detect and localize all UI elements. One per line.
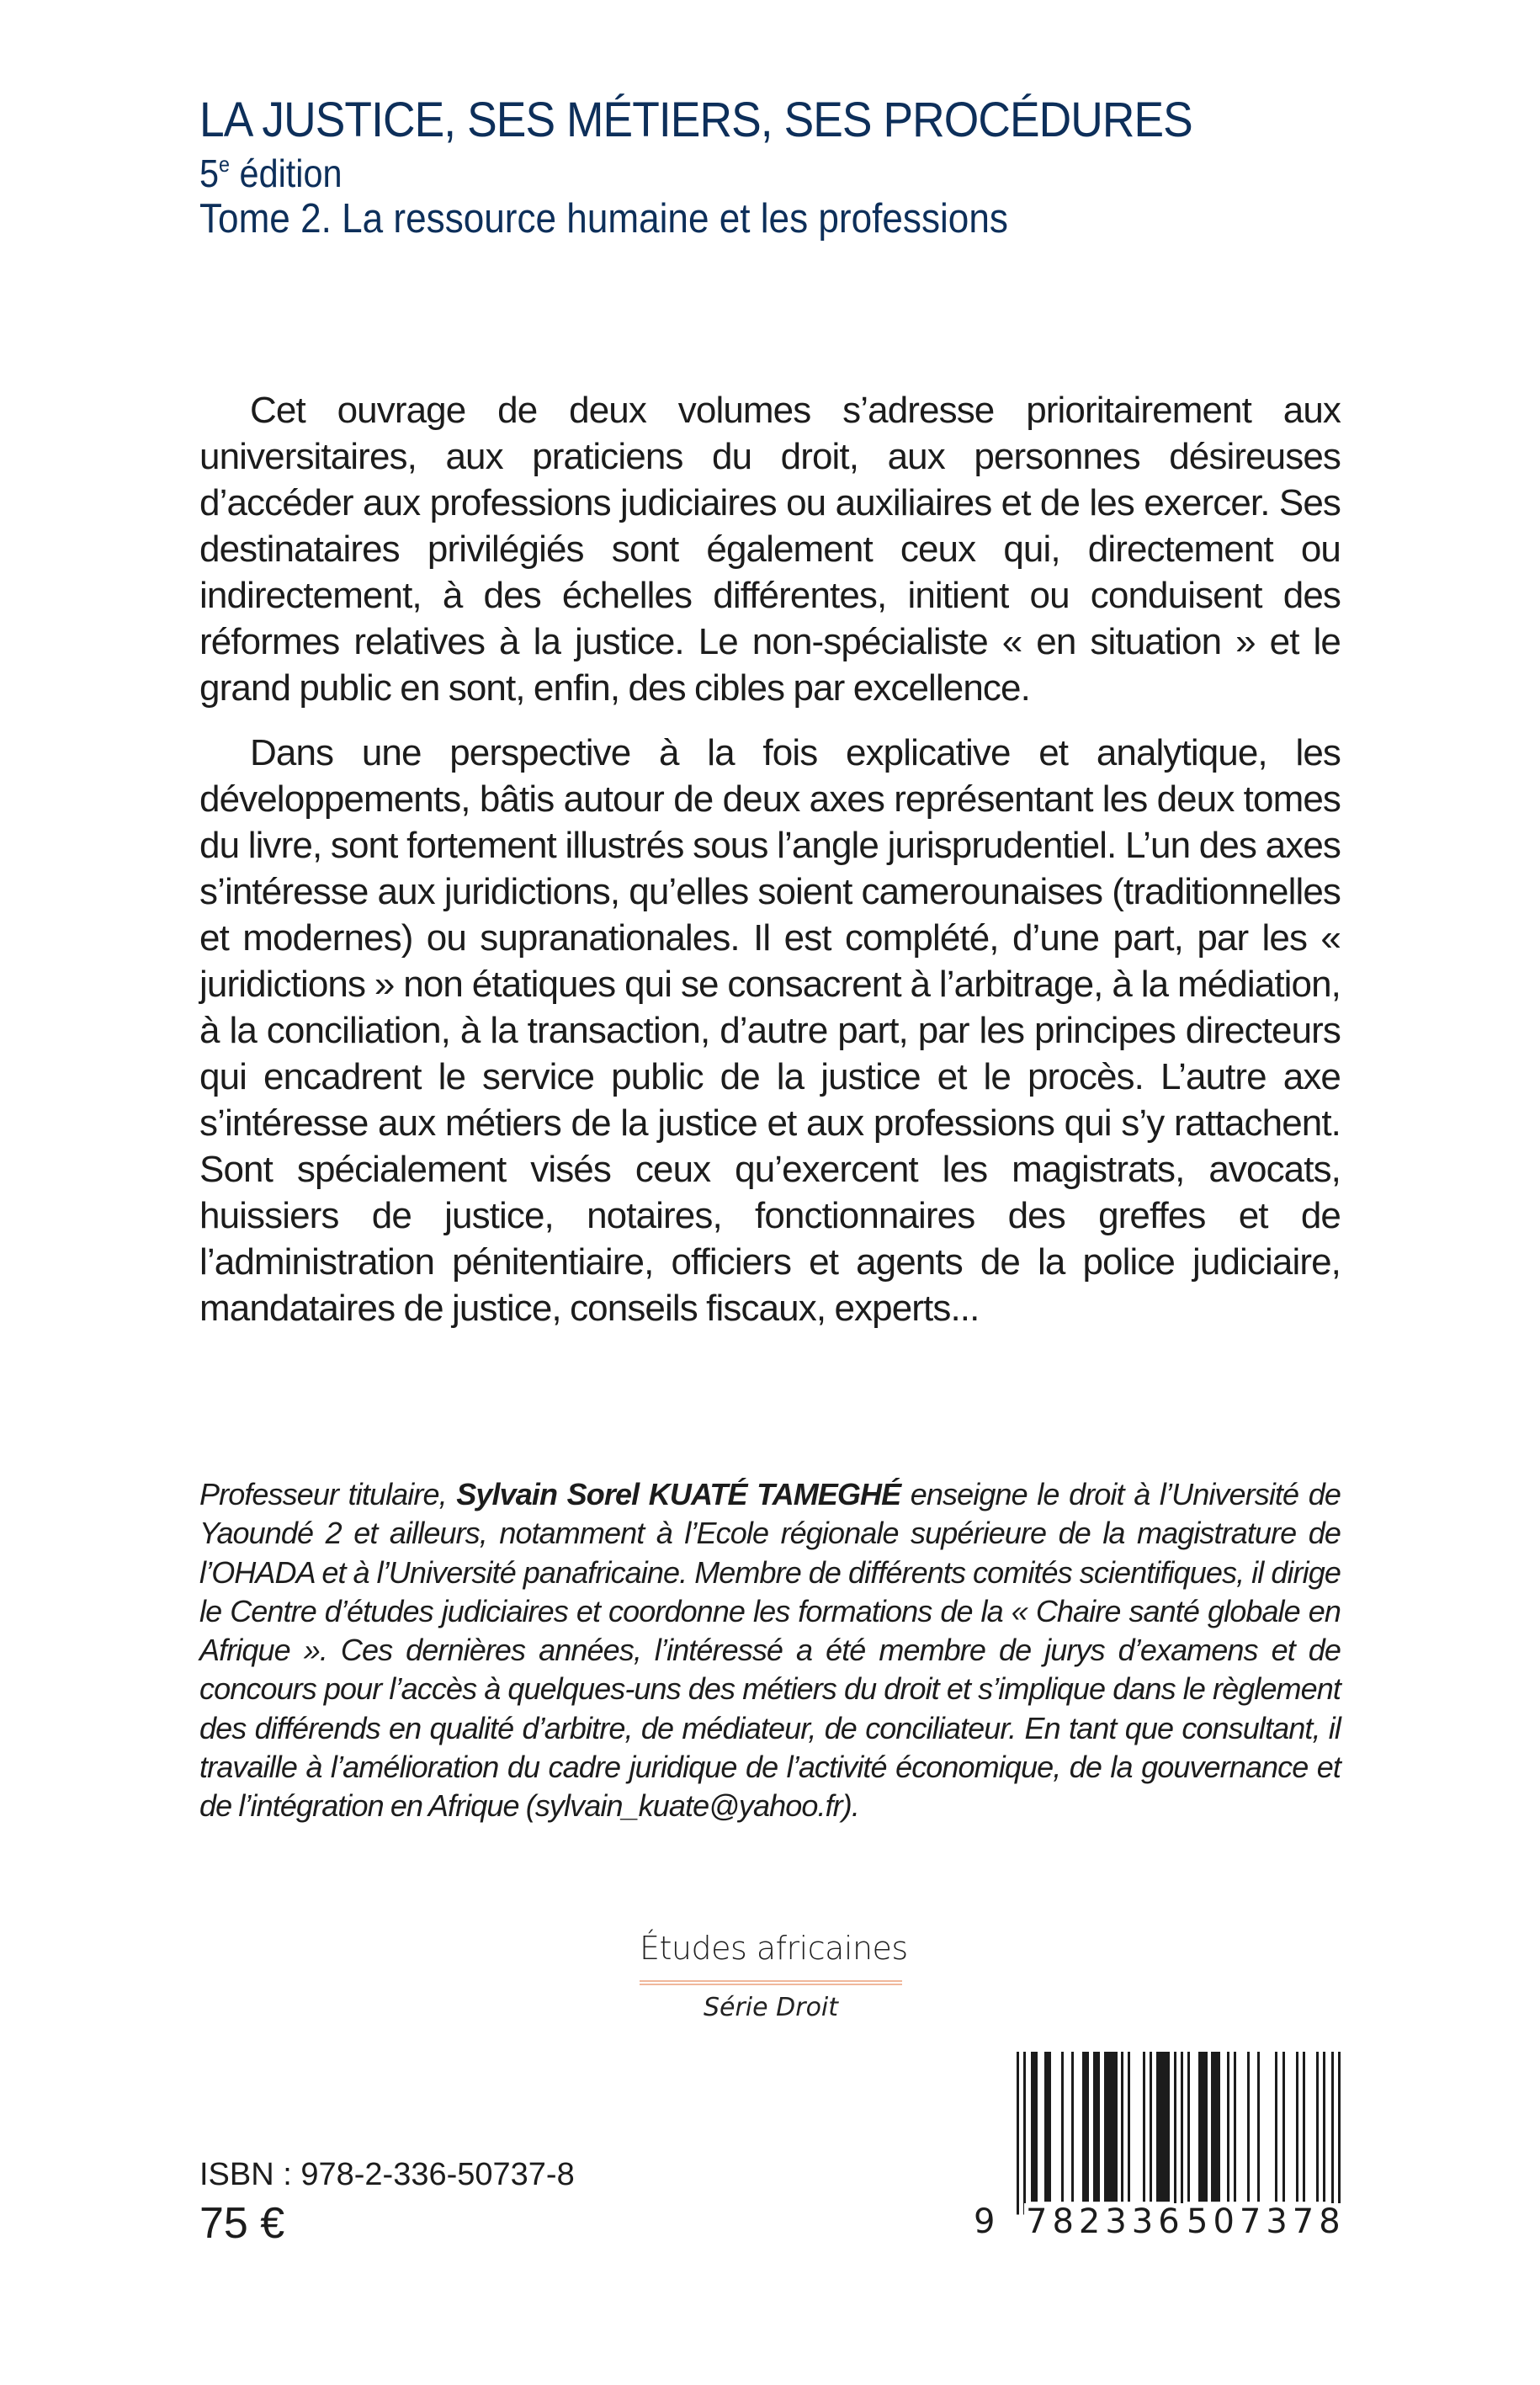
blurb-paragraph-2: Dans une perspective à la fois explicative et analytique, les développements, bâtis autour de deux axes représentant les deux tomes du livre, sont fortement illustrés sous l’angle jurisprudentiel. L’un des axes s’intéresse aux juridictions, qu’elles soient camerounaises (traditionnelles et modernes) ou supranationales. Il est complété, d’une part, par les « juridictions » non étatiques qui se consacrent à l’arbitrage, à la médiation, à la conciliation, à la transaction, d’autre part, par les principes directeurs qui encadrent le service public de la justice et le procès. L’autre axe s’intéresse aux métiers de la justice et aux professions qui s’y rattachent. Sont spécialement visés ceux qu’exercent les magistrats, avocats, huissiers de justice, notaires, fonctionnaires des greffes et de l’administration pénitentiaire, officiers et agents de la police judiciaire, mandataires de justice, conseils fiscaux, experts... bbox=[199, 732, 1341, 1329]
author-bio-prefix: Professeur titulaire, bbox=[199, 1477, 457, 1511]
tome-subtitle: Tome 2. La ressource humaine et les professions bbox=[199, 196, 1008, 242]
barcode-bars-icon bbox=[1017, 2052, 1342, 2218]
author-name: Sylvain Sorel KUATÉ TAMEGHÉ bbox=[456, 1477, 901, 1511]
book-title: LA JUSTICE, SES MÉTIERS, SES PROCÉDURES bbox=[199, 93, 1192, 147]
series-divider bbox=[640, 1980, 902, 1985]
author-bio bbox=[199, 1475, 1341, 1826]
barcode bbox=[972, 2052, 1346, 2241]
price: 75 € bbox=[199, 2199, 285, 2248]
barcode-digits bbox=[972, 2203, 1346, 2240]
title-block bbox=[199, 88, 1278, 242]
edition-number: 5 bbox=[199, 151, 220, 195]
series-subtitle: Série Droit bbox=[703, 1993, 839, 2022]
author-bio-text: enseigne le droit à l’Université de Yaoundé 2 et ailleurs, notamment à l’Ecole régionale supérieure de la magistrature de l’OHADA et à l’Université panafricaine. Membre de différents comités scientifiques, il dirige le Centre d’études judiciaires et coordonne les formations de la « Chaire santé globale en Afrique ». Ces dernières années, l’intéressé a été membre de jurys d’examens et de concours pour l’accès à quelques-uns des métiers du droit et s’implique dans le règlement des différends en qualité d’arbitre, de médiateur, de conciliateur. En tant que consultant, il travaille à l’amélioration du cadre juridique de l’activité économique, de la gouvernance et de l’intégration en Afrique (sylvain_kuate@yahoo.fr). bbox=[199, 1477, 1341, 1824]
edition-superscript: e bbox=[219, 151, 231, 177]
barcode-right-group: 507378 bbox=[1187, 2202, 1346, 2241]
series-logo bbox=[640, 1923, 908, 2022]
blurb-paragraph-1: Cet ouvrage de deux volumes s’adresse prioritairement aux universitaires, aux praticiens du droit, aux personnes désireuses d’accéder aux professions judiciaires ou auxiliaires et de les exercer. Ses destinataires privilégiés sont également ceux qui, directement ou indirectement, à des échelles différentes, initient ou conduisent des réformes relatives à la justice. Le non-spécialiste « en situation » et le grand public en sont, enfin, des cibles par excellence. bbox=[199, 390, 1341, 709]
edition-label bbox=[199, 151, 1171, 195]
isbn: ISBN : 978-2-336-50737-8 bbox=[199, 2157, 575, 2192]
barcode-first-digit: 9 bbox=[974, 2202, 996, 2241]
edition-word: édition bbox=[230, 151, 343, 195]
barcode-left-group: 782336 bbox=[1026, 2202, 1185, 2241]
series-name: Études africaines bbox=[640, 1930, 908, 1967]
blurb bbox=[199, 387, 1341, 1350]
